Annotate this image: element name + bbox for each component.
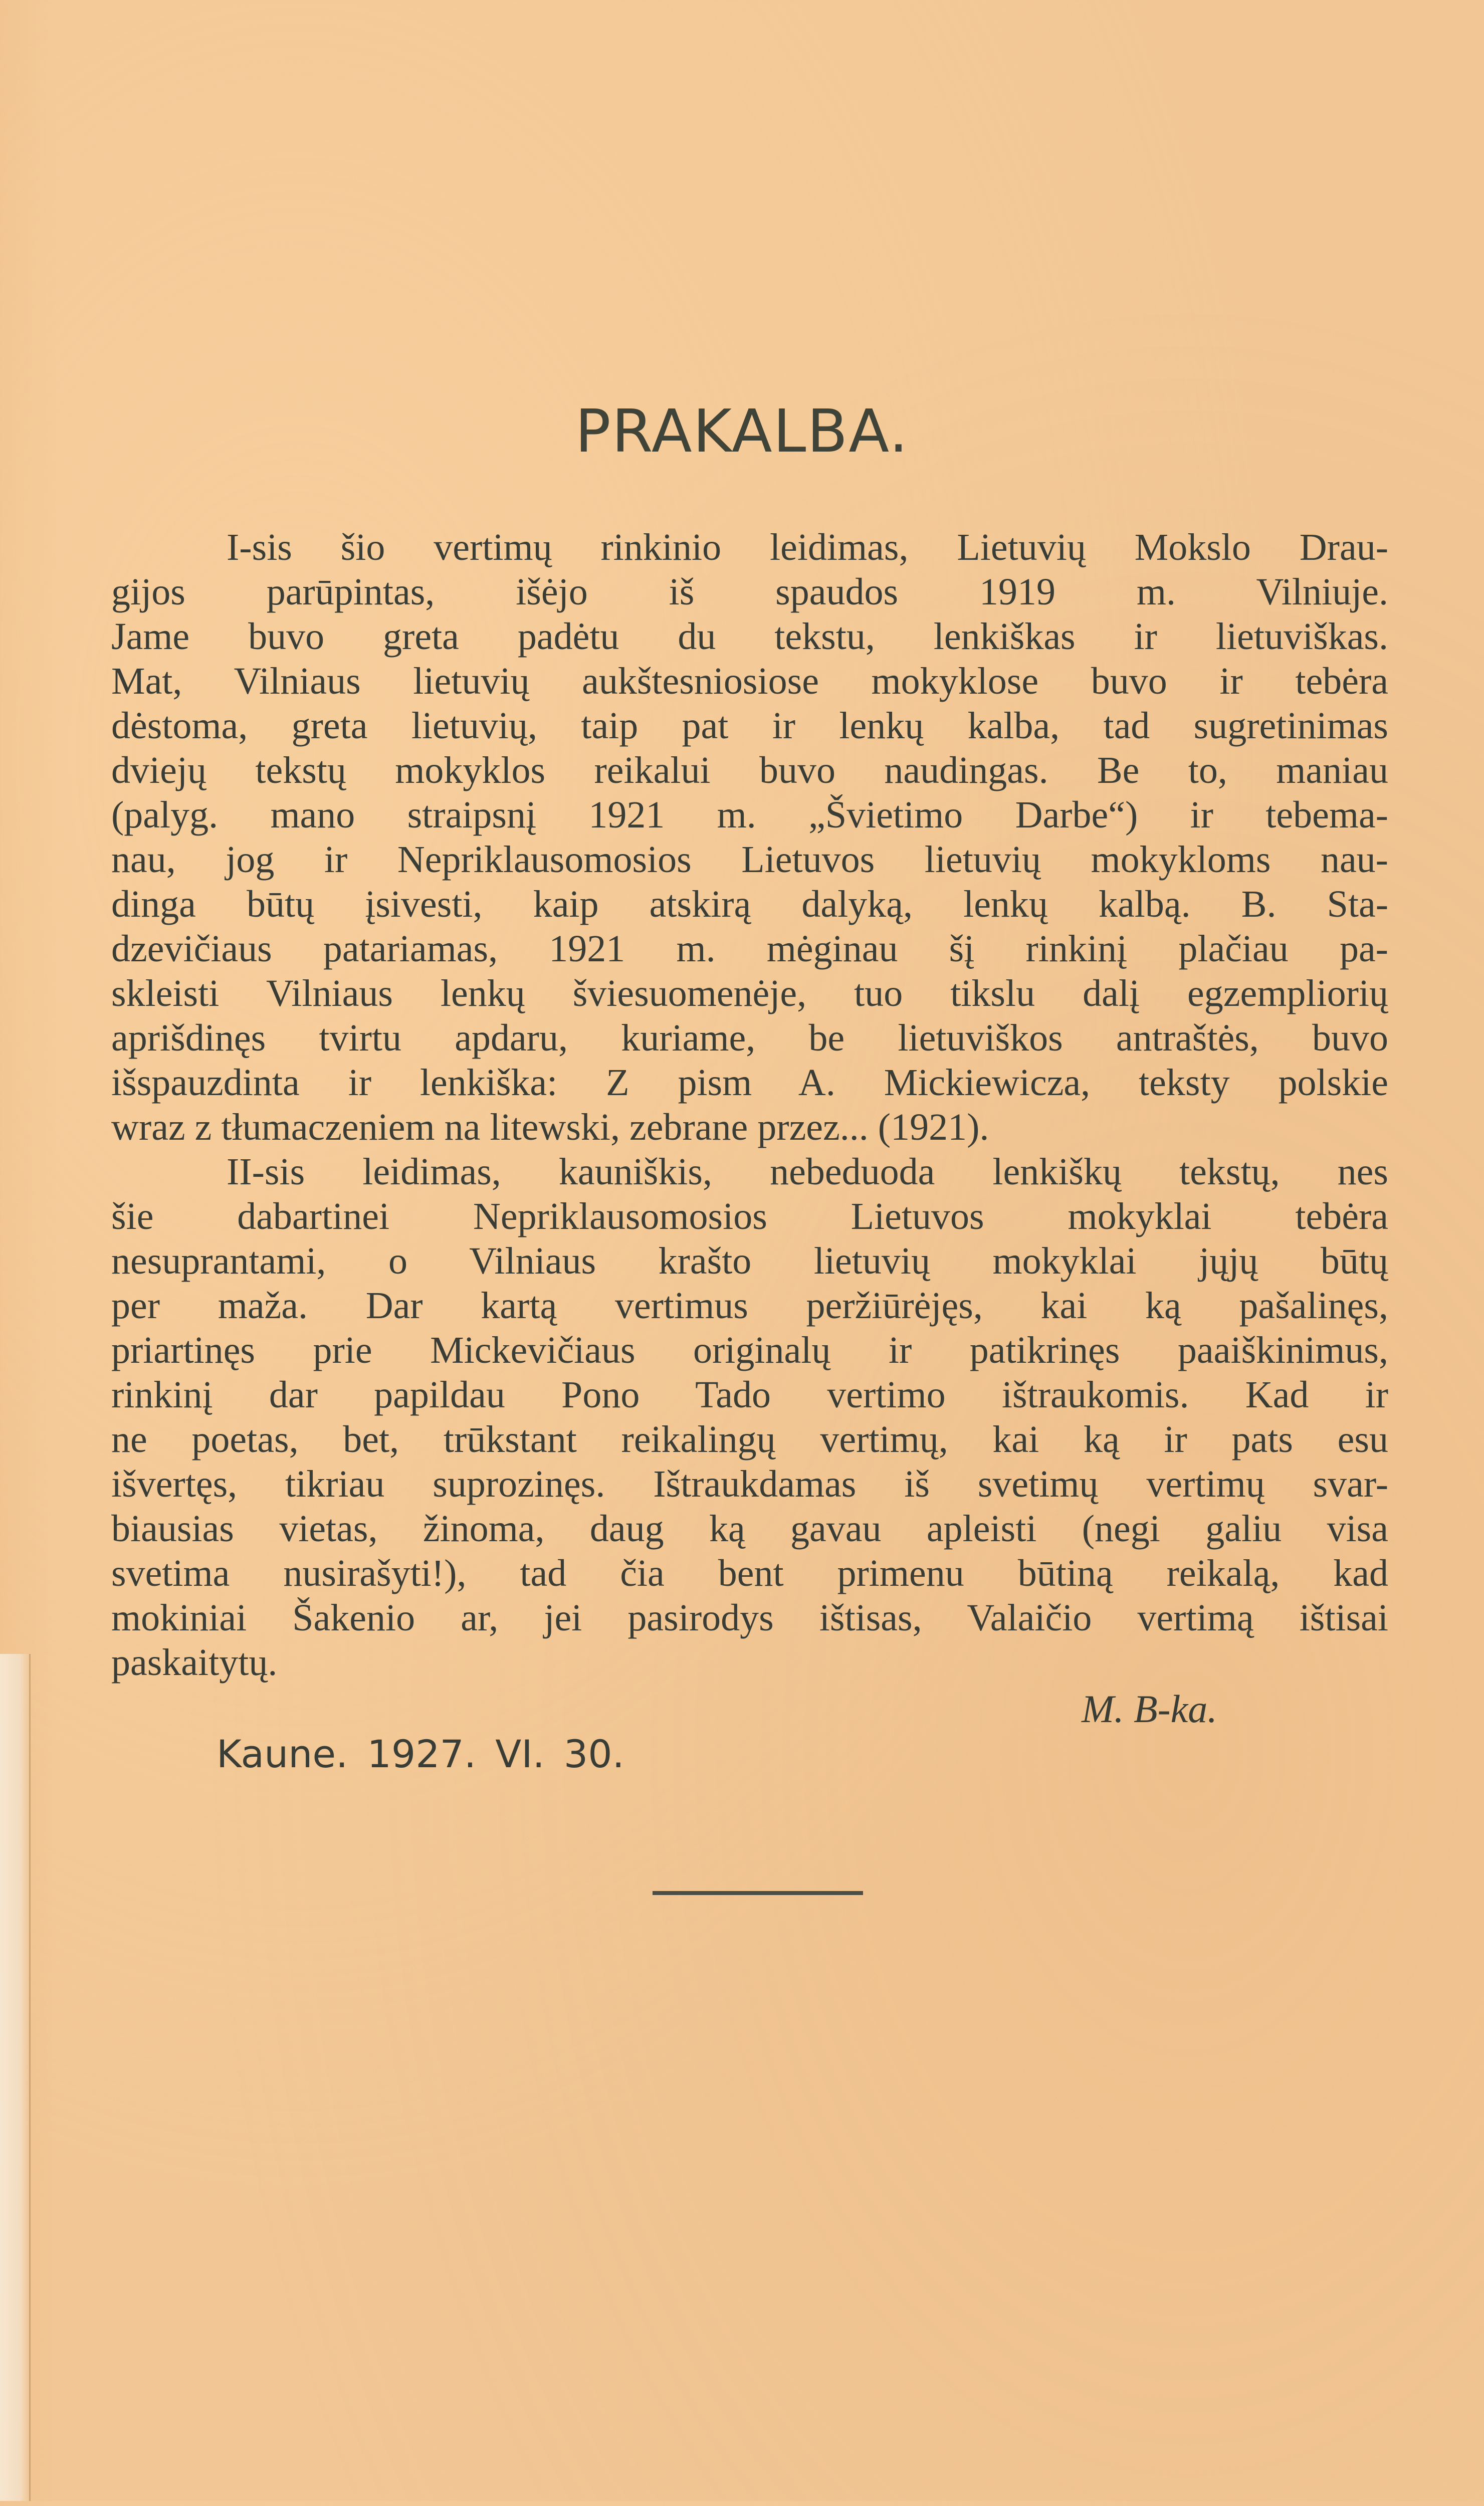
text-line: aprišdinęs tvirtu apdaru, kuriame, be lietuviškos antraštės, buvo [111, 1017, 1388, 1059]
text-line: nesuprantami, o Vilniaus krašto lietuvių mokyklai jųjų būtų [111, 1240, 1388, 1282]
text-line: priartinęs prie Mickevičiaus originalų ir patikrinęs paaiškinimus, [111, 1329, 1388, 1371]
page-edge [0, 1654, 30, 2501]
text-line: dviejų tekstų mokyklos reikalui buvo naudingas. Be to, maniau [111, 749, 1388, 791]
text-line: nau, jog ir Nepriklausomosios Lietuvos lietuvių mokykloms nau- [111, 839, 1388, 881]
text-line: skleisti Vilniaus lenkų šviesuomenėje, tuo tikslu dalį egzempliorių [111, 972, 1388, 1014]
text-line: Jame buvo greta padėtu du tekstu, lenkiškas ir lietuviškas. [111, 615, 1388, 658]
closing-rule-divider [653, 1891, 863, 1895]
text-line: wraz z tłumaczeniem na litewski, zebrane przez... (1921). [111, 1106, 989, 1148]
text-line: per maža. Dar kartą vertimus peržiūrėjęs, kai ką pašalinęs, [111, 1285, 1388, 1327]
text-line: dzevičiaus patariamas, 1921 m. mėginau šį rinkinį plačiau pa- [111, 928, 1388, 970]
preface-body [111, 525, 1388, 1685]
text-line: šie dabartinei Nepriklausomosios Lietuvos mokyklai tebėra [111, 1195, 1388, 1237]
author-signature: M. B-ka. [1082, 1687, 1217, 1731]
paragraph [111, 525, 1388, 1150]
text-line: dėstoma, greta lietuvių, taip pat ir lenkų kalba, tad sugretinimas [111, 705, 1388, 747]
text-line: svetima nusirašyti!), tad čia bent primenu būtiną reikalą, kad [111, 1552, 1388, 1594]
text-line: mokiniai Šakenio ar, jei pasirodys ištisas, Valaičio vertimą ištisai [111, 1597, 1388, 1639]
text-line: I-sis šio vertimų rinkinio leidimas, Lietuvių Mokslo Drau- [227, 526, 1388, 568]
text-line: dinga būtų įsivesti, kaip atskirą dalyką, lenkų kalbą. B. Sta- [111, 883, 1388, 925]
paragraph [111, 1150, 1388, 1685]
page-title: PRAKALBA. [575, 396, 909, 466]
text-line: paskaitytų. [111, 1641, 278, 1684]
text-line: biausias vietas, žinoma, daug ką gavau apleisti (negi galiu visa [111, 1508, 1388, 1550]
text-line: išspauzdinta ir lenkiška: Z pism A. Mickiewicza, teksty polskie [111, 1062, 1388, 1104]
text-line: II-sis leidimas, kauniškis, nebeduoda lenkiškų tekstų, nes [227, 1151, 1388, 1193]
text-line: (palyg. mano straipsnį 1921 m. „Švietimo Darbe“) ir tebema- [111, 794, 1388, 836]
text-line: rinkinį dar papildau Pono Tado vertimo ištraukomis. Kad ir [111, 1374, 1388, 1416]
text-line: gijos parūpintas, išėjo iš spaudos 1919 m. Vilniuje. [111, 571, 1388, 613]
text-line: Mat, Vilniaus lietuvių aukštesniosiose mokyklose buvo ir tebėra [111, 660, 1388, 702]
dateline: Kaune. 1927. VI. 30. [217, 1732, 624, 1776]
text-line: ne poetas, bet, trūkstant reikalingų vertimų, kai ką ir pats esu [111, 1418, 1388, 1460]
binding-edge [29, 1654, 31, 2501]
text-line: išvertęs, tikriau suprozinęs. Ištraukdamas iš svetimų vertimų svar- [111, 1463, 1388, 1505]
